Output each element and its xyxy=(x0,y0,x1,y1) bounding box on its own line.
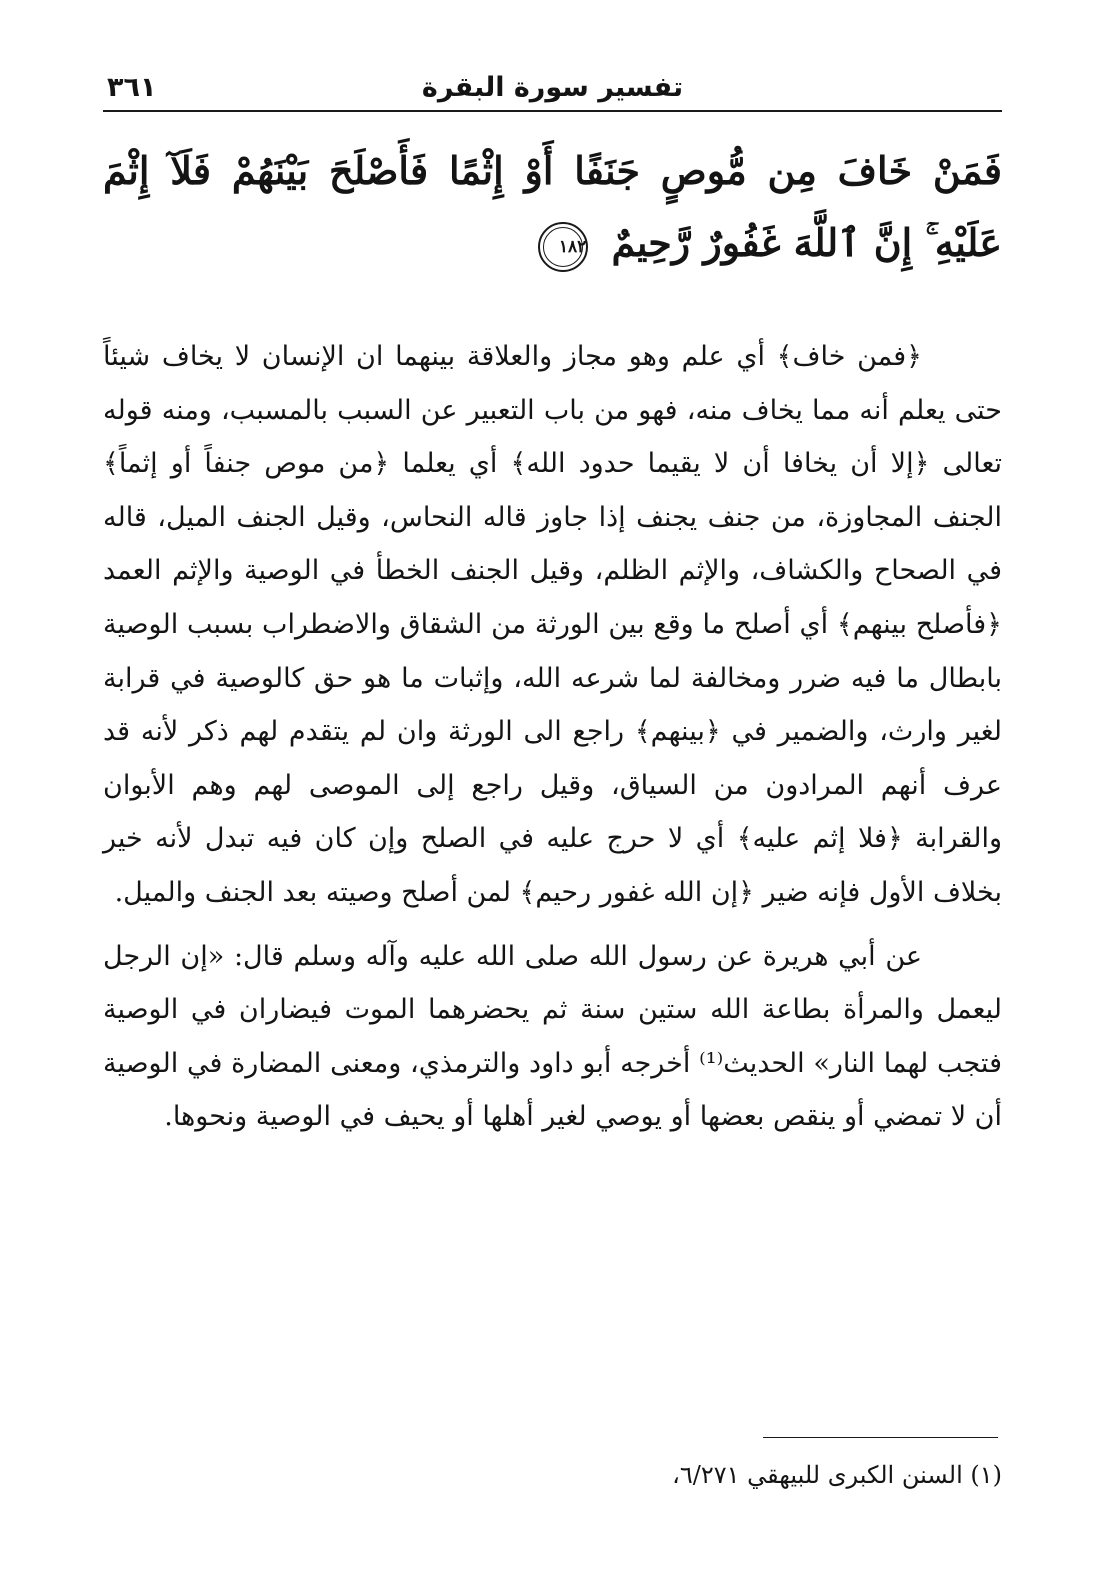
verse-number-ornament: ١٨٢ xyxy=(538,222,588,272)
quran-verse xyxy=(103,135,1002,279)
page-number: ٣٦١ xyxy=(107,72,157,103)
verse-text: فَمَنْ خَافَ مِن مُّوصٍ جَنَفًا أَوْ إِثْمًا فَأَصْلَحَ بَيْنَهُمْ فَلَآ إِثْمَ عَلَيْهِ ۚ إِنَّ ٱللَّهَ غَفُورٌ رَّحِيمٌ xyxy=(103,148,1002,265)
footnote: (١) السنن الكبرى للبيهقي ٦/٢٧١، xyxy=(672,1461,1002,1489)
commentary xyxy=(103,330,1002,1144)
running-header xyxy=(103,62,1002,112)
footnote-divider xyxy=(763,1437,998,1438)
commentary-paragraph: عن أبي هريرة عن رسول الله صلى الله عليه وآله وسلم قال: «إن الرجل ليعمل والمرأة بطاعة الله ستين سنة ثم يحضرهما الموت فيضاران في الوصية فتجب لهما النار» الحديث⁽¹⁾ أخرجه أبو داود والترمذي، ومعنى المضارة في الوصية أن لا تمضي أو ينقص بعضها أو يوصي لغير أهلها أو يحيف في الوصية ونحوها. xyxy=(103,940,1002,1133)
commentary-paragraph: ﴿فمن خاف﴾ أي علم وهو مجاز والعلاقة بينهما ان الإنسان لا يخاف شيئاً حتى يعلم أنه مما يخاف منه، فهو من باب التعبير عن السبب بالمسبب، ومنه قوله تعالى ﴿إلا أن يخافا أن لا يقيما حدود الله﴾ أي يعلما ﴿من موص جنفاً أو إثماً﴾ الجنف المجاوزة، من جنف يجنف إذا جاوز قاله النحاس، وقيل الجنف الميل، قاله في الصحاح والكشاف، والإثم الظلم، وقيل الجنف الخطأ في الوصية والإثم العمد ﴿فأصلح بينهم﴾ أي أصلح ما وقع بين الورثة من الشقاق والاضطراب بسبب الوصية بابطال ما فيه ضرر ومخالفة لما شرعه الله، وإثبات ما هو حق كالوصية في قرابة لغير وارث، والضمير في ﴿بينهم﴾ راجع الى الورثة وان لم يتقدم لهم ذكر لأنه قد عرف أنهم المرادون من السياق، وقيل راجع إلى الموصى لهم وهم الأبوان والقرابة ﴿فلا إثم عليه﴾ أي لا حرج عليه في الصلح وإن كان فيه تبدل لأنه خير بخلاف الأول فإنه ضير ﴿إن الله غفور رحيم﴾ لمن أصلح وصيته بعد الجنف والميل. xyxy=(103,341,1002,908)
header-title: تفسير سورة البقرة xyxy=(421,72,684,103)
